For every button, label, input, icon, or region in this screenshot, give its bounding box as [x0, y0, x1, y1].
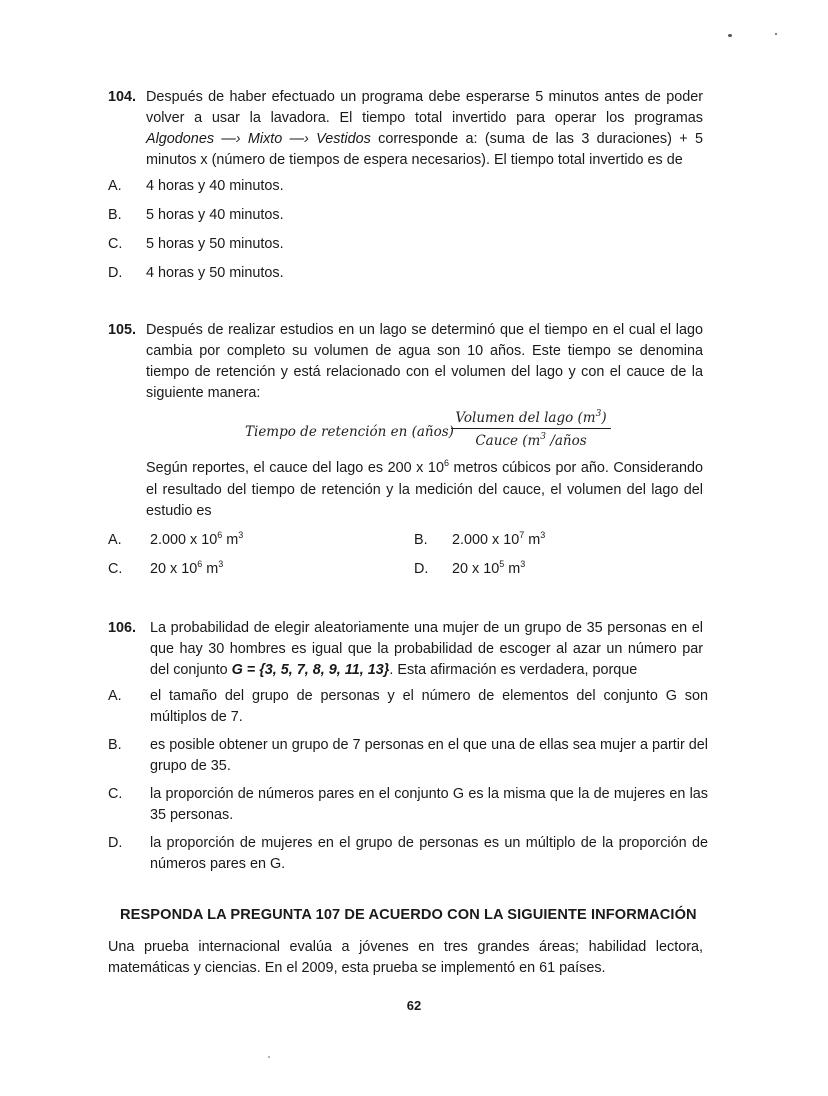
option-exponent: 6	[197, 559, 203, 569]
section-heading: RESPONDA LA PREGUNTA 107 DE ACUERDO CON LA SIGUIENTE INFORMACIÓN	[120, 907, 697, 923]
option-a[interactable]	[108, 686, 708, 735]
option-base: 20 x 10	[452, 561, 500, 577]
option-letter: D.	[108, 265, 123, 281]
followup-exponent: 6	[443, 458, 449, 468]
formula-lhs: Tiempo de retención en (años)	[245, 424, 454, 440]
question-stem	[150, 618, 703, 681]
question-105-followup	[108, 458, 703, 522]
option-a[interactable]	[108, 176, 708, 205]
page-number: 62	[406, 998, 422, 1013]
stem-text: corresponde a: (suma de las 3 duraciones) + 5 minutos x (número de tiempos de espera necesarios). El tiempo total invertido es de	[146, 131, 703, 168]
option-d[interactable]	[108, 833, 708, 882]
option-text: 4 horas y 40 minutos.	[146, 178, 284, 194]
option-b[interactable]	[108, 205, 708, 234]
option-b[interactable]	[108, 735, 708, 784]
option-letter: B.	[108, 207, 122, 223]
stem-program-sequence: Algodones —› Mixto —› Vestidos	[146, 131, 371, 147]
formula-fraction	[451, 408, 611, 454]
question-stem	[146, 87, 703, 171]
followup-text	[146, 458, 703, 522]
option-letter: B.	[414, 532, 428, 548]
options-104	[108, 176, 708, 292]
option-letter: A.	[108, 178, 122, 194]
option-d[interactable]	[108, 263, 708, 292]
option-letter: C.	[108, 561, 123, 577]
option-unit: m	[524, 532, 541, 548]
followup-part: Según reportes, el cauce del lago es 200 x 10	[146, 460, 444, 476]
option-text: 4 horas y 50 minutos.	[146, 265, 284, 281]
option-unit: m	[222, 532, 239, 548]
section-paragraph: Una prueba internacional evalúa a jóvenes en tres grandes áreas; habilidad lectora, matemáticas y ciencias. En el 2009, esta prueba se implementó en 61 países.	[108, 939, 703, 976]
option-c[interactable]	[108, 784, 708, 833]
numerator-close: )	[601, 410, 607, 426]
scan-speck	[775, 33, 777, 35]
option-text: es posible obtener un grupo de 7 personas en el que una de ellas sea mujer a partir del grupo de 35.	[150, 737, 708, 774]
stem-text: La probabilidad de elegir aleatoriamente una mujer de un grupo de 35 personas en el que hay 30 hombres es igual que la probabilidad de escoger al azar un número par del conjunto	[150, 620, 703, 678]
question-number: 105.	[108, 322, 137, 338]
option-unit-exponent: 3	[520, 559, 526, 569]
option-text: 5 horas y 40 minutos.	[146, 207, 284, 223]
stem-text: . Esta afirmación es verdadera, porque	[389, 662, 638, 678]
option-letter: B.	[108, 737, 122, 753]
option-letter: D.	[414, 561, 429, 577]
scan-speck	[728, 34, 732, 37]
options-106	[108, 686, 708, 882]
formula-denominator	[451, 431, 611, 454]
scan-speck	[268, 1056, 270, 1058]
fraction-bar	[451, 428, 611, 429]
question-106	[108, 618, 703, 681]
question-stem: Después de realizar estudios en un lago se determinó que el tiempo en el cual el lago cambia por completo su volumen de agua son 10 años. Este tiempo se denomina tiempo de retención y está relacionado con el volumen del lago y con el cauce de la siguiente manera:	[146, 322, 703, 401]
option-letter: A.	[108, 688, 122, 704]
option-unit: m	[504, 561, 521, 577]
numerator-text: Volumen del lago (m	[455, 410, 596, 426]
followup-part: metros cúbicos por año. Considerando el resultado del tiempo de retención y la medición del cauce, el volumen del lago del estudio es	[146, 460, 703, 519]
question-105	[108, 320, 703, 404]
option-text: la proporción de números pares en el conjunto G es la misma que la de mujeres en las 35 personas.	[150, 786, 708, 823]
option-text: la proporción de mujeres en el grupo de personas es un múltiplo de la proporción de números pares en G.	[150, 835, 708, 872]
option-base: 20 x 10	[150, 561, 198, 577]
option-unit-exponent: 3	[218, 559, 224, 569]
option-unit-exponent: 3	[238, 530, 244, 540]
option-text: 5 horas y 50 minutos.	[146, 236, 284, 252]
denominator-text: Cauce (m	[475, 433, 541, 449]
option-unit: m	[202, 561, 219, 577]
option-text: el tamaño del grupo de personas y el número de elementos del conjunto G son múltiplos de 7.	[150, 688, 708, 725]
option-letter: C.	[108, 236, 123, 252]
option-c[interactable]	[108, 234, 708, 263]
option-text	[150, 530, 243, 552]
option-letter: C.	[108, 786, 123, 802]
option-unit-exponent: 3	[540, 530, 546, 540]
question-104	[108, 87, 703, 171]
set-g: G = {3, 5, 7, 8, 9, 11, 13}	[231, 662, 390, 678]
option-text	[452, 559, 525, 581]
option-base: 2.000 x 10	[150, 532, 218, 548]
denominator-close: /años	[546, 433, 587, 449]
option-exponent: 6	[217, 530, 223, 540]
question-number: 104.	[108, 89, 137, 105]
numerator-exponent: 3	[595, 409, 602, 419]
options-105	[108, 530, 628, 590]
option-text	[452, 530, 545, 552]
option-base: 2.000 x 10	[452, 532, 520, 548]
formula-numerator	[451, 408, 611, 427]
option-letter: A.	[108, 532, 122, 548]
question-number: 106.	[108, 620, 137, 636]
stem-text: Después de haber efectuado un programa debe esperarse 5 minutos antes de poder volver a usar la lavadora. El tiempo total invertido para operar los programas	[146, 89, 703, 126]
option-exponent: 7	[519, 530, 525, 540]
option-text	[150, 559, 223, 581]
option-exponent: 5	[499, 559, 505, 569]
denominator-exponent: 3	[540, 432, 547, 442]
option-letter: D.	[108, 835, 123, 851]
